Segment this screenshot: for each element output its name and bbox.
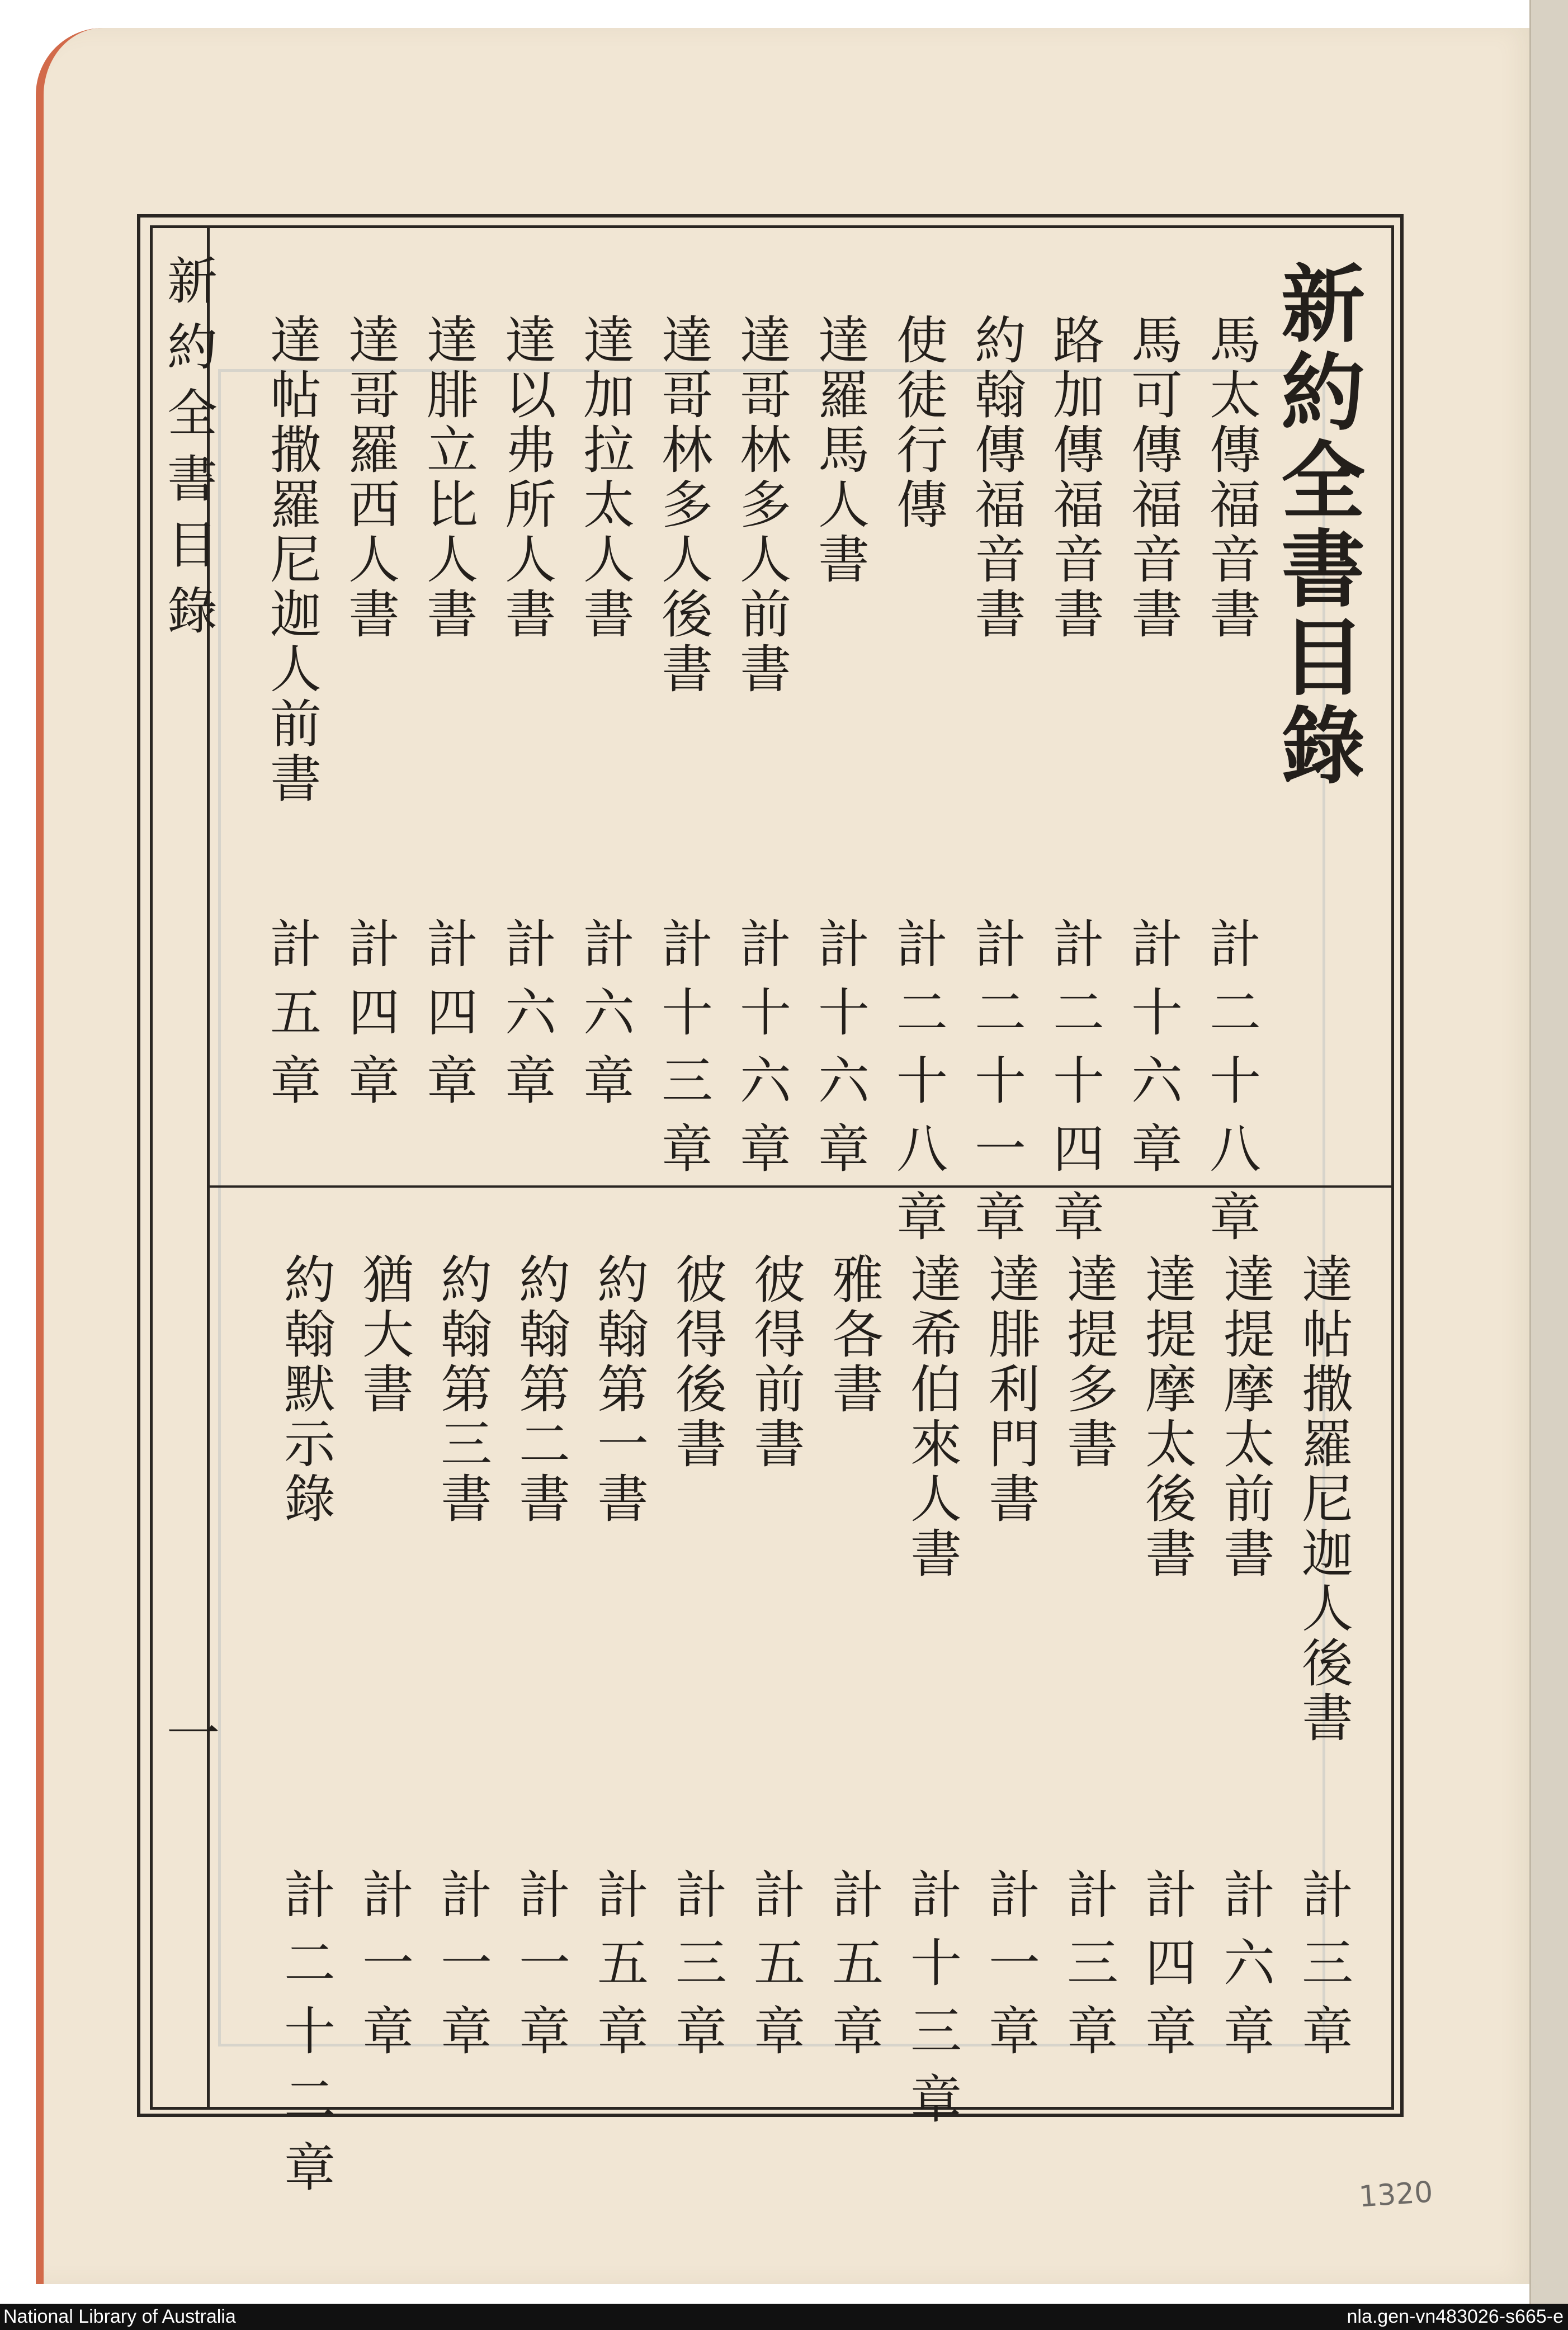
chapter-count: 計十六章 [1123,917,1183,1190]
chapter-count: 計二十一章 [966,917,1026,1258]
chapter-count: 計三章 [1059,1868,1118,2072]
book-title: 雅各書 [824,1253,884,1417]
book-title: 使徒行傳 [888,313,948,532]
book-title: 達帖撒羅尼迦人前書 [262,313,322,806]
book-title: 達以弗所人書 [497,313,556,642]
book-title: 達帖撒羅尼迦人後書 [1293,1253,1353,1746]
chapter-count: 計四章 [418,917,478,1122]
chapter-count: 計六章 [575,917,635,1122]
book-title: 約翰第一書 [589,1253,649,1526]
page-title: 新約全書目錄 [1267,260,1365,790]
chapter-count: 計五章 [745,1868,805,2072]
book-title: 馬可傳福音書 [1123,313,1183,642]
margin-label: 新約全書目錄 [158,254,217,650]
folio-number: 一 [158,1705,220,1759]
footer-credit: National Library of Australia [3,2306,236,2327]
book-title: 猶大書 [354,1253,414,1417]
chapter-count: 計一章 [432,1868,492,2072]
book-title: 達提摩太後書 [1137,1253,1197,1581]
book-title: 達提摩太前書 [1215,1253,1275,1581]
book-title: 約翰傳福音書 [966,313,1026,642]
book-title: 達羅馬人書 [810,313,870,587]
book-title: 達哥林多人前書 [731,313,791,697]
chapter-count: 計一章 [354,1868,414,2072]
book-title: 路加傳福音書 [1045,313,1104,642]
chapter-count: 計十六章 [731,917,791,1190]
chapter-count: 計五章 [589,1868,649,2072]
chapter-count: 計三章 [1293,1868,1353,2072]
book-title: 達哥羅西人書 [340,313,400,642]
book-title: 達腓利門書 [980,1253,1040,1526]
chapter-count: 計十三章 [902,1868,962,2140]
page-edge [1529,0,1568,2304]
chapter-count: 計三章 [667,1868,727,2072]
book-title: 彼得前書 [745,1253,805,1472]
chapter-count: 計五章 [262,917,322,1122]
footer-identifier: nla.gen-vn483026-s665-e [1347,2306,1564,2327]
chapter-count: 計一章 [980,1868,1040,2072]
book-title: 達哥林多人後書 [653,313,713,697]
chapter-count: 計二十八章 [888,917,948,1258]
chapter-count: 計一章 [511,1868,570,2072]
chapter-count: 計二十四章 [1045,917,1104,1258]
book-title: 達希伯來人書 [902,1253,962,1581]
book-title: 約翰第三書 [432,1253,492,1526]
book-title: 達提多書 [1059,1253,1118,1472]
chapter-count: 計四章 [1137,1868,1197,2072]
chapter-count: 計四章 [340,917,400,1122]
chapter-count: 計六章 [1215,1868,1275,2072]
book-title: 達加拉太人書 [575,313,635,642]
book-title: 彼得後書 [667,1253,727,1472]
chapter-count: 計五章 [824,1868,884,2072]
chapter-count: 計二十八章 [1201,917,1261,1258]
chapter-count: 計十六章 [810,917,870,1190]
chapter-count: 計十三章 [653,917,713,1190]
book-title: 達腓立比人書 [418,313,478,642]
book-title: 馬太傳福音書 [1201,313,1261,642]
footer-bar [0,2304,1568,2330]
chapter-count: 計二十二章 [276,1868,336,2209]
book-title: 約翰第二書 [511,1253,570,1526]
chapter-count: 計六章 [497,917,556,1122]
pencil-annotation: 1320 [1358,2175,1434,2214]
book-title: 約翰默示錄 [276,1253,336,1526]
